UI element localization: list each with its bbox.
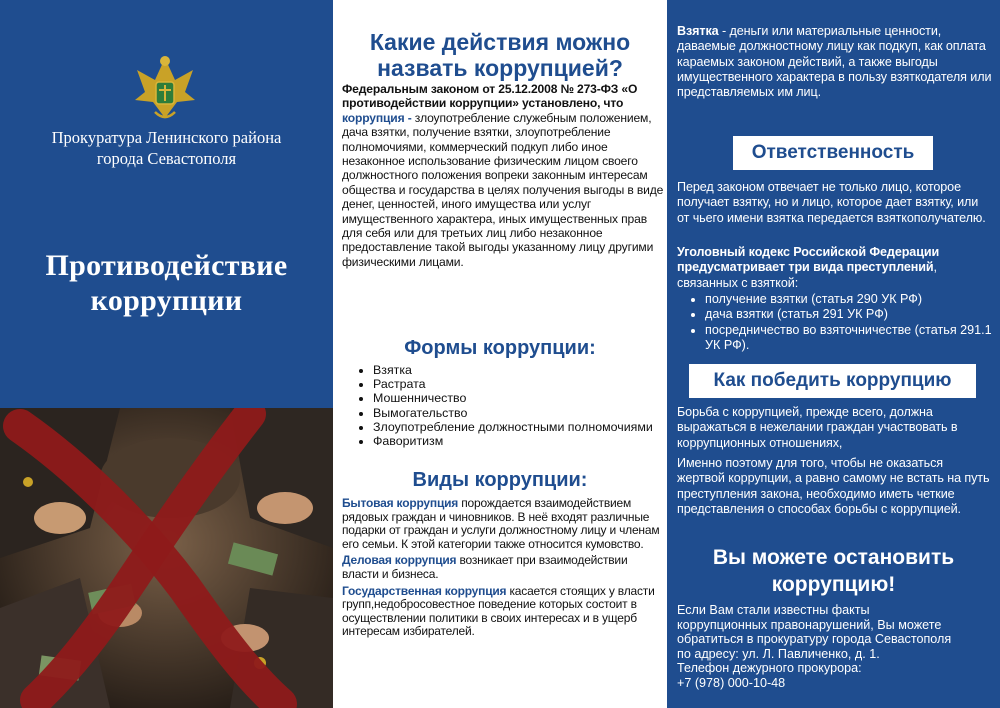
definition-column — [333, 0, 667, 708]
type-state — [342, 585, 664, 639]
responsibility-panel — [667, 0, 1000, 708]
criminal-code-text — [677, 245, 993, 291]
type-term: Деловая коррупция — [342, 553, 457, 568]
contact-line: Телефон дежурного прокурора: — [677, 661, 862, 675]
list-item: • Фаворитизм — [373, 434, 673, 448]
definition-heading — [333, 29, 667, 81]
list-item: • дача взятки (статья 291 УК РФ) — [705, 307, 1000, 322]
types-list — [342, 497, 664, 642]
law-term: коррупция - — [342, 110, 412, 125]
list-item: • Злоупотребление должностными полномочиями — [373, 420, 673, 434]
contact-phone[interactable]: +7 (978) 000-10-48 — [677, 675, 786, 690]
type-term: Бытовая коррупция — [342, 496, 459, 510]
bribe-term: Взятка — [677, 24, 719, 38]
criminal-code-rest: , связанных с взяткой: — [677, 260, 937, 290]
responsibility-heading: Ответственность — [733, 136, 933, 170]
forms-heading: Формы коррупции: — [404, 337, 596, 359]
call-to-action-line-2: коррупцию! — [771, 573, 896, 596]
list-item: • Мошенничество — [373, 391, 673, 405]
contact-line: обратиться в прокуратуру города Севастополя — [677, 632, 952, 646]
types-heading: Виды коррупции: — [412, 469, 588, 491]
list-item: • посредничество во взяточничестве (статья 291.1 УК РФ). — [705, 323, 1000, 354]
contact-line: коррупционных правонарушений, Вы можете — [677, 617, 942, 632]
brochure-title-line-2: коррупции — [90, 284, 243, 317]
definition-heading-line-2: назвать коррупцией? — [377, 55, 623, 81]
call-to-action-line-1: Вы можете остановить — [712, 546, 955, 569]
how-to-win-heading: Как победить коррупцию — [689, 364, 976, 398]
crimes-list — [689, 292, 1000, 353]
bribe-definition — [677, 24, 993, 100]
organization-line-1: Прокуратура Ленинского района — [51, 128, 282, 147]
contact-address: по адресу: ул. Л. Павличенко, д. 1. — [677, 646, 880, 661]
prosecutor-emblem-icon — [131, 52, 199, 124]
organization-line-2: города Севастополя — [96, 149, 237, 168]
law-body: злоупотребление служебным положением, дача взятки, получение взятки, злоупотребление полномочиями, коммерческий подкуп либо иное незаконное использование физическим лицом своего должностного положения вопреки законным интересам общества и государства в целях получения выгоды в виде денег, ценностей, иного имущества или услуг имущественного характера, иных имущественных прав для себя или для третьих лиц либо незаконное предоставление такой выгоды указанному лицу другими физическими лицами. — [342, 110, 664, 269]
list-item: • Вымогательство — [373, 406, 673, 420]
list-item: • получение взятки (статья 290 УК РФ) — [705, 292, 1000, 307]
how-to-win-text-2: Именно поэтому для того, чтобы не оказаться жертвой коррупции, а равно самому не встать на путь преступления закона, необходимо иметь четкие представления о способах борьбы с коррупцией. — [677, 456, 990, 516]
type-business — [342, 554, 664, 581]
contact-line: Если Вам стали известны факты — [677, 603, 870, 617]
how-to-win-text-1: Борьба с коррупцией, прежде всего, должна выражаться в нежелании граждан участвовать в коррупционных отношениях, — [677, 405, 958, 450]
criminal-code-bold: Уголовный кодекс Российской Федерации предусматривает три вида преступлений — [677, 245, 940, 275]
type-text: возникает при взаимодействии власти и бизнеса. — [342, 553, 628, 581]
definition-heading-line-1: Какие действия можно — [369, 29, 631, 55]
law-definition-text — [342, 82, 664, 269]
law-intro: Федеральным законом от 25.12.2008 № 273-ФЗ «О противодействии коррупции» установлено, что — [342, 82, 638, 111]
organization-name — [18, 127, 315, 169]
forms-list — [355, 363, 673, 448]
type-term: Государственная коррупция — [342, 583, 507, 598]
list-item: • Взятка — [373, 363, 673, 377]
list-item: • Растрата — [373, 377, 673, 391]
brochure-title-line-1: Противодействие — [45, 249, 288, 282]
type-text: порождается взаимодействием рядовых граждан и чиновников. В неё входят различные подарки от граждан и услуги должностному лицу и членам его семьи. К этой категории также относится кумовство. — [342, 496, 660, 551]
contact-info — [677, 603, 993, 690]
cover-panel — [0, 0, 333, 708]
type-text: касается стоящих у власти групп,недобросовестное поведение которых состоит в осуществлении политики в своих интересах и в ущерб интересам избирателей. — [342, 583, 655, 639]
responsibility-text: Перед законом отвечает не только лицо, которое получает взятку, но и лицо, которое дает взятку, или от чьего имени взятка передается взяткополучателю. — [677, 180, 986, 225]
bribery-illustration — [0, 408, 333, 708]
type-household — [342, 497, 664, 551]
brochure-title — [6, 248, 327, 318]
bribe-text: - деньги или материальные ценности, даваемые должностному лицу как подкуп, как оплата караемых законом действий, а также выгоды имущественного характера в пользу взяткодателя или представляемых им лиц. — [677, 24, 992, 100]
call-to-action — [667, 544, 1000, 598]
